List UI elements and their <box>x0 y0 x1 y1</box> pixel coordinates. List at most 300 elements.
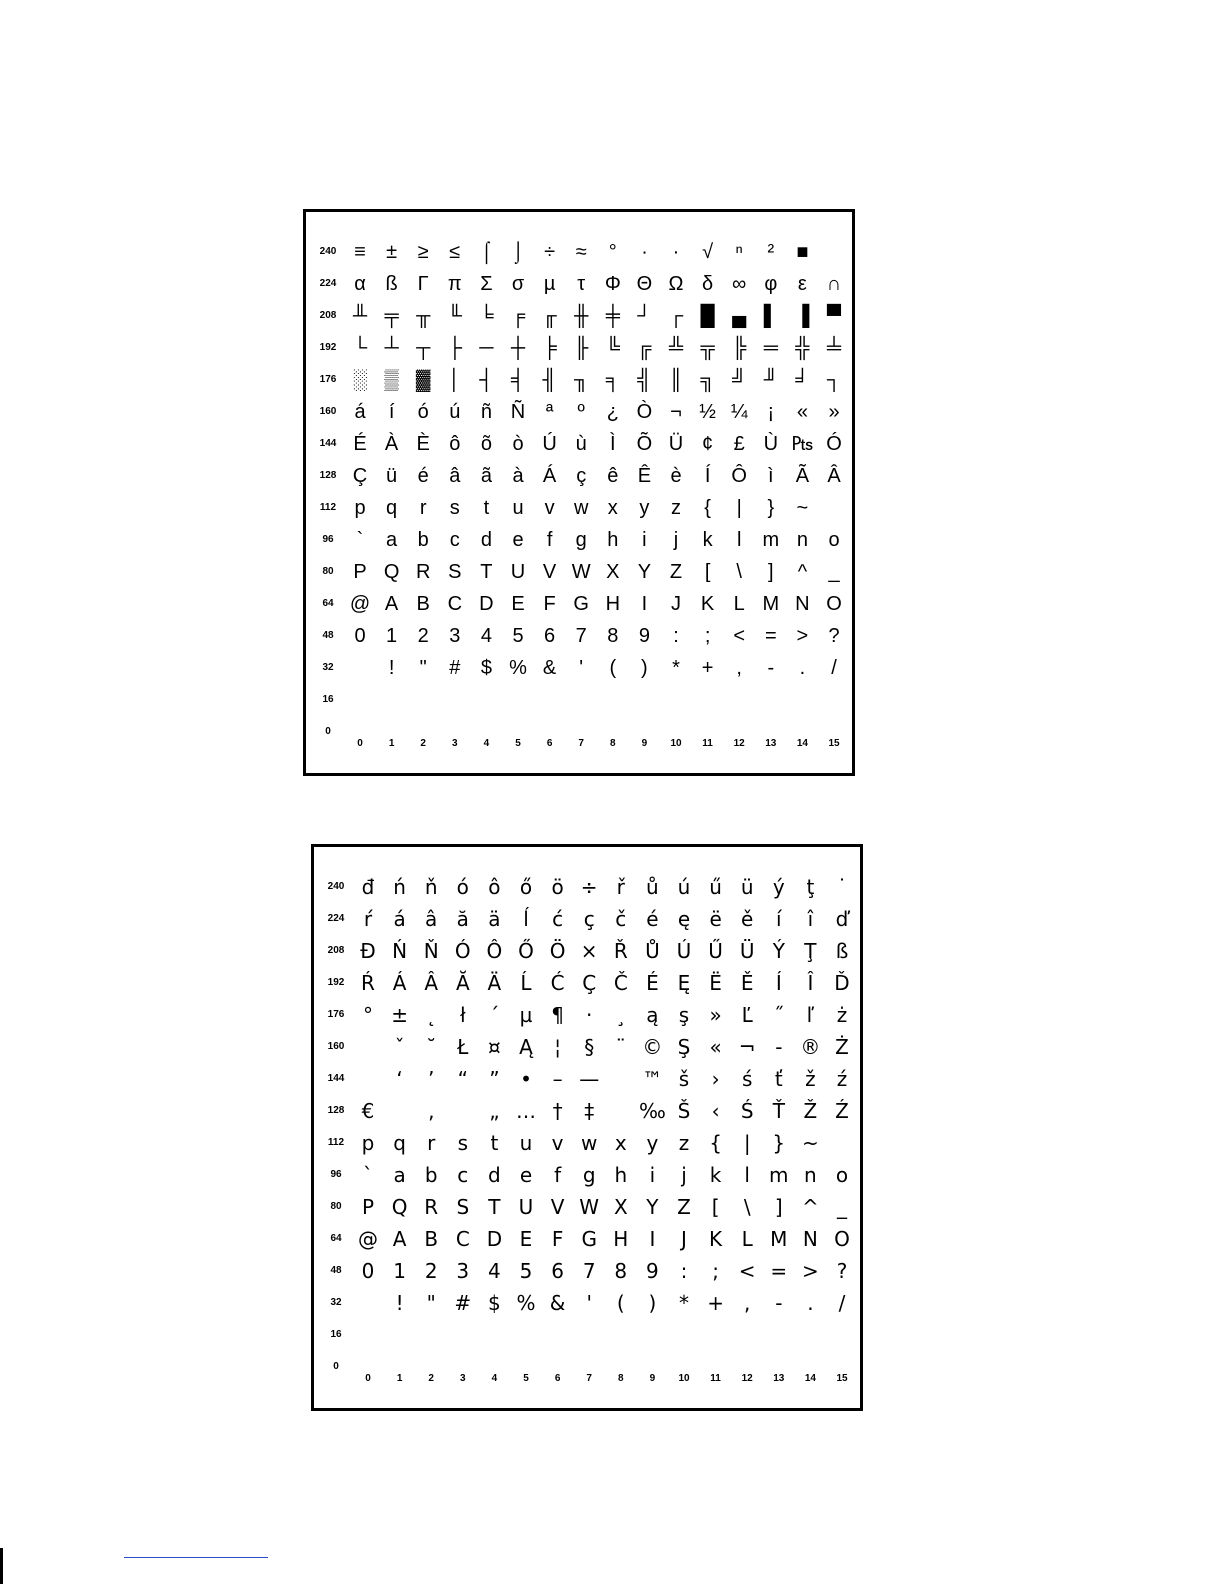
column-code-label: 10 <box>678 1373 690 1384</box>
char-cell <box>818 684 850 716</box>
row-code-label: 128 <box>327 1105 345 1116</box>
char-cell: < <box>733 625 746 647</box>
char-cell: Ç <box>352 465 368 487</box>
char-cell: r <box>427 1131 436 1155</box>
char-cell: ╟ <box>574 337 589 359</box>
char-cell: ° <box>608 241 617 263</box>
char-cell: £ <box>733 433 745 455</box>
column-code-label: 13 <box>773 1373 785 1384</box>
char-cell: e <box>519 1163 533 1187</box>
char-cell: q <box>393 1131 406 1155</box>
char-cell: & <box>542 657 557 679</box>
char-cell: Ź <box>835 1099 849 1123</box>
char-cell: í <box>776 907 782 931</box>
column-code-label: 5 <box>523 1373 529 1384</box>
char-row <box>306 620 852 652</box>
char-cell: ‘ <box>396 1067 403 1091</box>
char-cell: P <box>353 561 367 583</box>
char-cell: = <box>770 1259 788 1283</box>
char-cell: ( <box>616 1291 625 1315</box>
column-code-label: 4 <box>483 738 490 749</box>
char-cell <box>755 684 787 716</box>
char-cell: 9 <box>646 1259 659 1283</box>
char-cell: ╛ <box>795 369 810 391</box>
char-cell <box>628 684 660 716</box>
column-code-label: 11 <box>702 738 713 749</box>
char-cell: Ń <box>392 939 408 963</box>
char-cell: ä <box>488 907 501 931</box>
char-cell: ≥ <box>417 241 429 263</box>
char-cell: ╜ <box>763 369 778 391</box>
char-cell: ▒ <box>384 369 399 391</box>
char-cell: T <box>480 561 493 583</box>
char-cell: ‡ <box>584 1099 595 1123</box>
char-cell: ő <box>519 875 533 899</box>
char-cell: A <box>384 593 399 615</box>
char-cell: ' <box>586 1291 592 1315</box>
char-cell: ” <box>489 1067 500 1091</box>
char-cell: ™ <box>642 1067 663 1091</box>
char-cell: Ž <box>803 1099 818 1123</box>
char-cell: X <box>613 1195 628 1219</box>
char-cell: Ô <box>486 939 503 963</box>
char-cell: V <box>550 1195 565 1219</box>
column-axis <box>306 734 852 754</box>
char-cell: > <box>802 1259 819 1283</box>
char-cell: ⌡ <box>511 241 525 263</box>
char-cell: ű <box>709 875 722 899</box>
char-row <box>314 935 860 967</box>
char-cell: d <box>480 529 492 551</box>
char-cell: Ω <box>668 273 684 295</box>
row-code-label: 224 <box>327 913 345 924</box>
char-cell: Φ <box>604 273 621 295</box>
char-cell: 4 <box>488 1259 501 1283</box>
char-cell: Ă <box>455 971 470 995</box>
char-row <box>314 1319 860 1351</box>
char-cell: k <box>702 529 713 551</box>
char-cell: ╗ <box>700 369 715 391</box>
char-cell: l <box>736 529 742 551</box>
char-cell: M <box>770 1227 788 1251</box>
char-cell: ` <box>356 529 364 551</box>
char-cell: × <box>580 939 598 963</box>
char-cell: ¸ <box>615 1003 626 1027</box>
char-cell: ≈ <box>575 241 587 263</box>
char-row <box>314 999 860 1031</box>
char-cell: â <box>425 907 438 931</box>
char-cell: i <box>649 1163 656 1187</box>
char-cell: Ţ <box>804 939 817 963</box>
char-cell: W <box>571 561 591 583</box>
char-cell: @ <box>358 1227 378 1251</box>
char-cell: Ä <box>487 971 502 995</box>
row-code-label: 80 <box>322 566 334 577</box>
char-cell: e <box>512 529 524 551</box>
char-cell: U <box>518 1195 534 1219</box>
char-cell: ń <box>393 875 406 899</box>
char-cell <box>826 1319 858 1351</box>
char-cell: ■ <box>796 241 809 263</box>
char-cell <box>826 1127 858 1159</box>
char-cell <box>605 1063 637 1095</box>
char-cell: Ř <box>613 939 628 963</box>
char-cell: Ó <box>826 433 842 455</box>
char-cell: R <box>415 561 431 583</box>
char-cell <box>470 684 502 716</box>
char-cell: n <box>804 1163 817 1187</box>
char-cell: ) <box>641 657 648 679</box>
char-cell: ╞ <box>542 337 557 359</box>
char-cell <box>818 492 850 524</box>
char-cell: ř <box>616 875 625 899</box>
char-row <box>306 236 852 268</box>
char-cell: ╨ <box>352 305 368 327</box>
column-code-label: 4 <box>491 1373 498 1384</box>
char-cell: ╪ <box>605 305 620 327</box>
char-cell: * <box>679 1291 689 1315</box>
row-code-label: 112 <box>319 502 337 513</box>
char-cell: ∙ <box>641 241 648 263</box>
char-cell: ˛ <box>426 1003 437 1027</box>
char-cell: ^ <box>797 561 808 583</box>
char-cell: u <box>519 1131 533 1155</box>
char-cell: ╤ <box>384 305 399 327</box>
char-cell: á <box>354 401 366 423</box>
char-cell: Ż <box>835 1035 849 1059</box>
column-code-label: 8 <box>610 738 616 749</box>
char-cell: ć <box>552 907 564 931</box>
char-cell: Ü <box>739 939 755 963</box>
char-cell: 7 <box>582 1259 596 1283</box>
char-row <box>306 492 852 524</box>
char-row <box>306 332 852 364</box>
char-row <box>314 1063 860 1095</box>
char-row <box>306 652 852 684</box>
char-cell: @ <box>349 593 371 615</box>
char-cell: [ <box>704 561 711 583</box>
char-cell: Ę <box>677 971 691 995</box>
char-cell: ŕ <box>363 907 373 931</box>
char-cell: ] <box>774 1195 783 1219</box>
char-cell: ¨ <box>615 1035 626 1059</box>
char-cell: ─ <box>479 337 494 359</box>
char-cell: Q <box>391 1195 408 1219</box>
char-cell: / <box>838 1291 846 1315</box>
char-cell: ñ <box>480 401 492 423</box>
char-cell: } <box>772 1131 786 1155</box>
char-cell: ├ <box>447 337 462 359</box>
char-cell: b <box>417 529 429 551</box>
column-code-label: 7 <box>586 1373 592 1384</box>
char-cell: E <box>519 1227 533 1251</box>
char-cell: + <box>701 657 714 679</box>
char-cell: ł <box>459 1003 466 1027</box>
char-cell: › <box>711 1067 720 1091</box>
char-cell: ż <box>836 1003 848 1027</box>
char-cell: m <box>762 529 780 551</box>
column-code-label: 2 <box>428 1373 434 1384</box>
char-cell: ç <box>583 907 595 931</box>
char-cell: w <box>573 497 589 519</box>
char-cell: „ <box>489 1099 500 1123</box>
char-cell: ┤ <box>479 369 494 391</box>
row-code-label: 0 <box>325 726 331 737</box>
char-cell: » <box>709 1003 722 1027</box>
char-cell: A <box>392 1227 407 1251</box>
char-cell: š <box>678 1067 690 1091</box>
char-cell: { <box>709 1131 722 1155</box>
char-cell: 1 <box>386 625 398 647</box>
char-cell: Ý <box>772 939 785 963</box>
char-cell: ╡ <box>510 369 526 391</box>
char-cell: Â <box>827 465 841 487</box>
char-cell: ┼ <box>510 337 526 359</box>
char-cell: Ő <box>518 939 534 963</box>
char-row <box>306 364 852 396</box>
char-cell: \ <box>743 1195 751 1219</box>
column-code-label: 15 <box>828 738 840 749</box>
row-code-label: 208 <box>319 310 337 321</box>
char-cell: s <box>449 497 460 519</box>
char-cell: ś <box>741 1067 753 1091</box>
char-cell: ô <box>488 875 501 899</box>
char-cell: á <box>393 907 406 931</box>
char-cell: l <box>744 1163 750 1187</box>
char-cell: m <box>769 1163 789 1187</box>
char-cell: Í <box>775 971 782 995</box>
char-cell: " <box>419 657 427 679</box>
column-code-label: 9 <box>649 1373 656 1384</box>
char-cell: T <box>488 1195 501 1219</box>
column-code-label: 11 <box>710 1373 721 1384</box>
char-cell: y <box>646 1131 659 1155</box>
column-code-label: 1 <box>396 1373 403 1384</box>
char-cell: 5 <box>512 625 524 647</box>
row-code-label: 192 <box>327 977 345 988</box>
char-row <box>314 1287 860 1319</box>
char-cell: ┬ <box>416 337 431 359</box>
char-cell <box>352 1287 384 1319</box>
char-cell: ( <box>609 657 617 679</box>
char-cell: \ <box>736 561 742 583</box>
char-cell: ¶ <box>551 1003 564 1027</box>
char-cell: ═ <box>763 337 778 359</box>
char-cell: € <box>361 1099 375 1123</box>
char-cell: L <box>741 1227 753 1251</box>
char-cell: f <box>546 529 553 551</box>
char-cell: ; <box>712 1259 719 1283</box>
column-code-label: 0 <box>365 1373 371 1384</box>
char-cell: ß <box>835 939 849 963</box>
char-cell: ž <box>805 1067 816 1091</box>
char-cell: δ <box>702 273 714 295</box>
char-cell: Ť <box>772 1099 785 1123</box>
char-row <box>306 556 852 588</box>
char-cell <box>352 1319 384 1351</box>
column-code-label: 15 <box>836 1373 848 1384</box>
char-cell: : <box>680 1259 688 1283</box>
char-cell: Ñ <box>510 401 526 423</box>
char-cell: v <box>551 1131 564 1155</box>
char-cell: 3 <box>456 1259 470 1283</box>
char-row <box>306 460 852 492</box>
char-row <box>314 1223 860 1255</box>
char-cell <box>352 1063 384 1095</box>
char-row <box>314 1127 860 1159</box>
row-code-label: 64 <box>322 598 334 609</box>
char-cell: č <box>615 907 627 931</box>
char-cell: Á <box>392 971 407 995</box>
char-cell: ‹ <box>711 1099 720 1123</box>
page-margin-bar <box>0 1548 3 1584</box>
row-code-label: 16 <box>330 1329 342 1340</box>
column-code-label: 2 <box>420 738 426 749</box>
char-cell <box>692 684 724 716</box>
char-cell: Y <box>646 1195 659 1219</box>
char-cell <box>439 684 471 716</box>
char-cell: ╢ <box>542 369 557 391</box>
column-code-label: 3 <box>460 1373 466 1384</box>
char-cell: q <box>386 497 398 519</box>
row-code-label: 176 <box>319 374 337 385</box>
char-cell: ú <box>449 401 461 423</box>
column-code-label: 3 <box>452 738 458 749</box>
char-cell: ' <box>579 657 584 679</box>
char-cell: Ö <box>549 939 566 963</box>
char-cell: ⌠ <box>480 241 493 263</box>
char-cell: > <box>796 625 809 647</box>
char-cell: Ş <box>677 1035 691 1059</box>
char-cell: é <box>646 907 659 931</box>
char-cell: Â <box>424 971 439 995</box>
char-row <box>314 1159 860 1191</box>
char-cell: µ <box>543 273 556 295</box>
char-cell <box>723 684 755 716</box>
row-code-label: 48 <box>330 1265 342 1276</box>
char-cell: ε <box>797 273 807 295</box>
char-cell: F <box>543 593 556 615</box>
char-cell: ₧ <box>791 433 814 455</box>
char-cell <box>534 684 566 716</box>
char-cell: ╔ <box>637 337 652 359</box>
char-cell: y <box>639 497 650 519</box>
char-cell: K <box>700 593 715 615</box>
char-cell: ▌ <box>763 305 778 327</box>
char-cell: B <box>424 1227 439 1251</box>
char-cell: Z <box>669 561 683 583</box>
char-cell <box>636 1319 668 1351</box>
char-cell <box>565 684 597 716</box>
char-cell: è <box>670 465 682 487</box>
char-cell: Í <box>704 465 711 487</box>
column-code-label: 0 <box>357 738 363 749</box>
char-cell: ╖ <box>574 369 589 391</box>
char-row <box>306 396 852 428</box>
char-cell: ó <box>456 875 469 899</box>
char-cell: º <box>577 401 585 423</box>
row-code-label: 160 <box>319 406 337 417</box>
char-cell: ▓ <box>415 369 431 391</box>
char-cell <box>605 1319 637 1351</box>
char-cell: p <box>361 1131 375 1155</box>
char-cell <box>415 1319 447 1351</box>
char-cell: $ <box>488 1291 501 1315</box>
char-cell <box>344 652 376 684</box>
char-cell: N <box>802 1227 818 1251</box>
char-cell: ď <box>835 907 849 931</box>
char-cell: Ů <box>645 939 660 963</box>
char-cell <box>818 236 850 268</box>
char-cell: ì <box>768 465 774 487</box>
char-cell: ă <box>456 907 469 931</box>
row-code-label: 16 <box>322 694 334 705</box>
char-cell: ? <box>836 1259 848 1283</box>
row-code-label: 144 <box>319 438 337 449</box>
char-cell: 2 <box>424 1259 438 1283</box>
char-cell: Y <box>637 561 652 583</box>
char-cell: Ü <box>668 433 684 455</box>
char-cell: Ď <box>834 971 850 995</box>
char-cell: ╝ <box>732 369 747 391</box>
char-cell: ½ <box>699 401 716 423</box>
char-row <box>314 1095 860 1127</box>
char-cell: G <box>573 593 589 615</box>
char-cell: < <box>738 1259 756 1283</box>
char-cell: # <box>454 1291 472 1315</box>
char-cell: ┘ <box>637 305 652 327</box>
char-cell: ¦ <box>554 1035 561 1059</box>
char-cell: 6 <box>544 625 556 647</box>
char-cell: Ą <box>519 1035 533 1059</box>
char-cell: z <box>678 1131 690 1155</box>
char-cell: Ň <box>423 939 439 963</box>
row-code-label: 96 <box>322 534 334 545</box>
row-code-label: 240 <box>327 881 345 892</box>
char-cell: I <box>649 1227 656 1251</box>
char-cell: ; <box>704 625 711 647</box>
char-cell: + <box>707 1291 724 1315</box>
column-code-label: 6 <box>554 1373 561 1384</box>
char-cell: c <box>457 1163 469 1187</box>
char-cell: ň <box>424 875 438 899</box>
char-cell <box>352 1031 384 1063</box>
char-cell: ˇ <box>394 1035 405 1059</box>
char-cell: † <box>552 1099 563 1123</box>
char-cell: ² <box>767 241 775 263</box>
char-cell: o <box>828 529 840 551</box>
char-cell: z <box>671 497 681 519</box>
char-row <box>306 268 852 300</box>
char-cell: , <box>744 1291 751 1315</box>
char-cell: t <box>483 497 490 519</box>
char-cell <box>731 1319 763 1351</box>
char-cell: Ć <box>550 971 565 995</box>
char-cell: [ <box>711 1195 720 1219</box>
char-cell: α <box>354 273 366 295</box>
char-cell: % <box>516 1291 536 1315</box>
char-cell: ý <box>772 875 785 899</box>
char-cell: ▄ <box>732 305 747 327</box>
char-cell: _ <box>837 1195 847 1219</box>
char-cell: O <box>826 593 842 615</box>
char-cell: Ś <box>740 1099 754 1123</box>
char-cell: ¬ <box>670 401 682 423</box>
char-cell: V <box>542 561 557 583</box>
char-row <box>306 524 852 556</box>
character-table-codepage-850 <box>303 209 855 776</box>
char-cell: ° <box>363 1003 373 1027</box>
